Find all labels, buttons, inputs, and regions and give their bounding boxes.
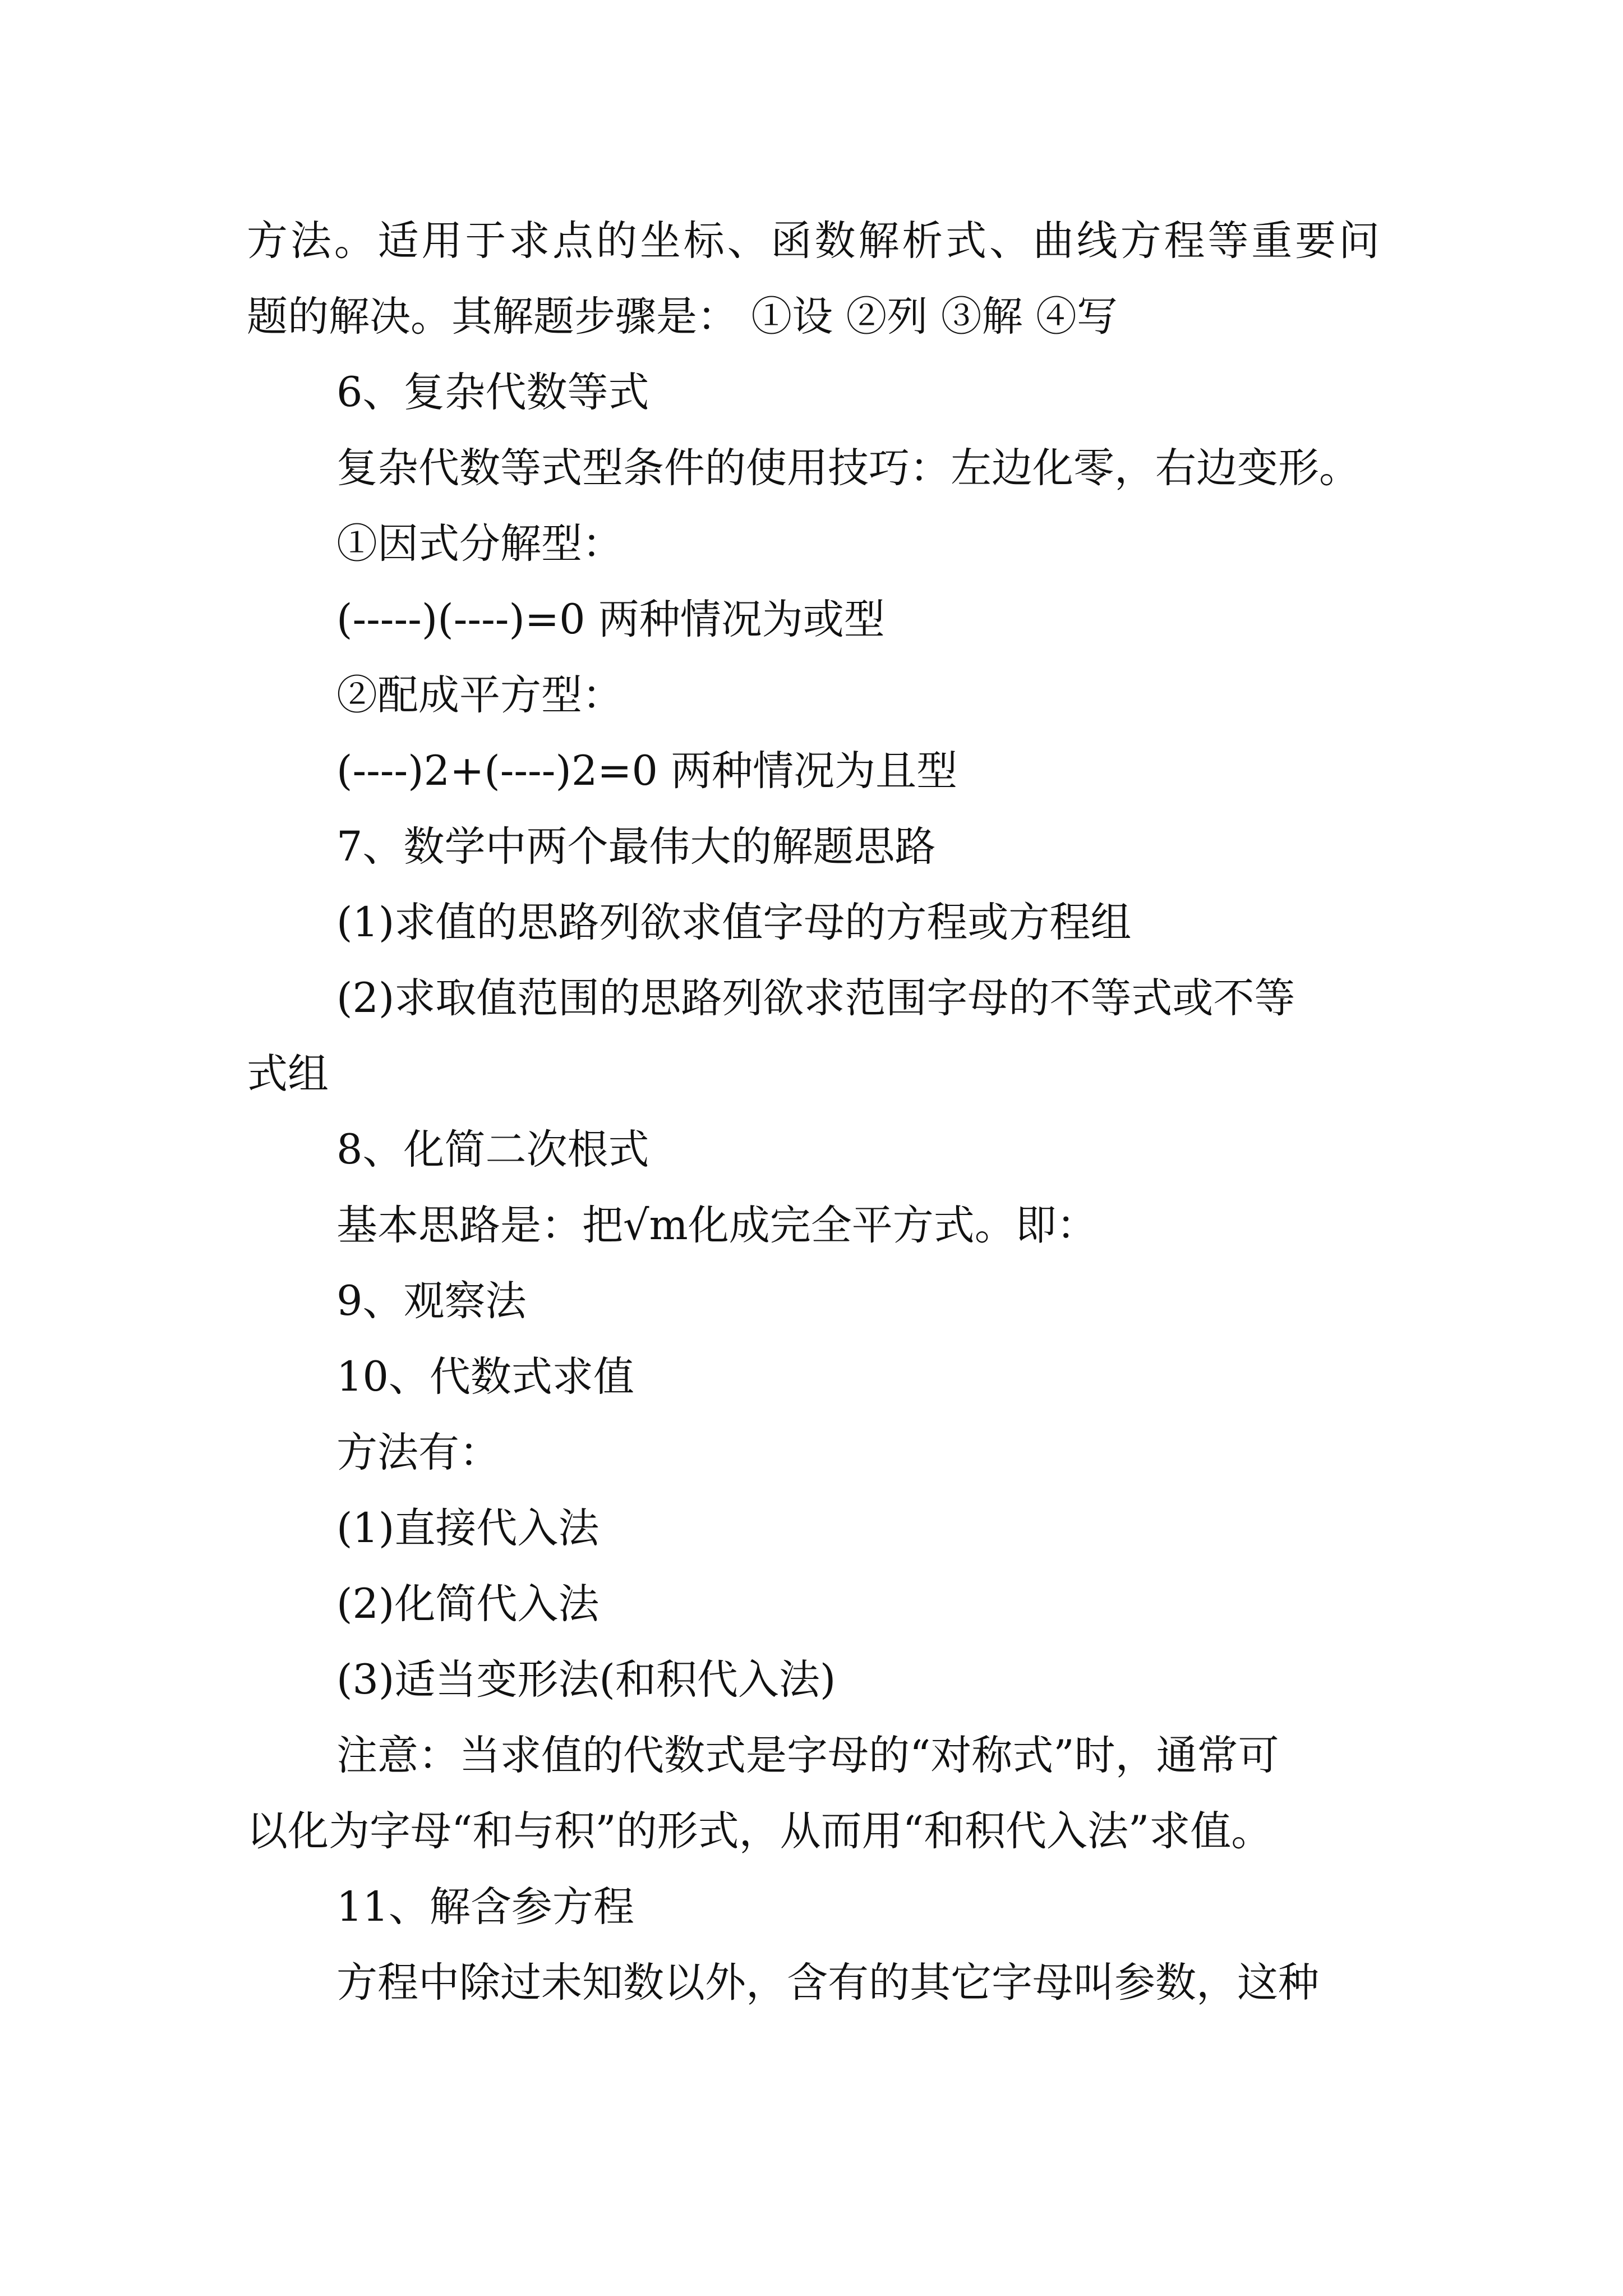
- paragraph-line: 题的解决。其解题步骤是： ①设 ②列 ③解 ④写: [247, 293, 1118, 341]
- paragraph-line: 基本思路是：把√m化成完全平方式。即：: [336, 1202, 1098, 1249]
- paragraph-line: 方法。适用于求点的坐标、函数解析式、曲线方程等重要问: [247, 217, 1380, 265]
- section-heading: 7、数学中两个最伟大的解题思路: [336, 823, 936, 871]
- section-heading: 10、代数式求值: [336, 1353, 634, 1401]
- list-item: ②配成平方型：: [336, 671, 623, 719]
- section-heading: 8、化简二次根式: [336, 1126, 649, 1174]
- formula-line: (-----)(----)=0 两种情况为或型: [336, 596, 885, 643]
- list-item: (1)直接代入法: [336, 1504, 600, 1552]
- paragraph-line: 式组: [247, 1050, 329, 1098]
- paragraph-line: 方法有：: [336, 1429, 500, 1476]
- list-item: (2)化简代入法: [336, 1580, 600, 1628]
- section-heading: 6、复杂代数等式: [336, 369, 649, 416]
- list-item: (1)求值的思路列欲求值字母的方程或方程组: [336, 899, 1132, 946]
- formula-line: (----)2+(----)2=0 两种情况为且型: [336, 747, 958, 795]
- paragraph-line: 注意：当求值的代数式是字母的“对称式”时，通常可: [336, 1732, 1279, 1779]
- paragraph-line: 方程中除过未知数以外，含有的其它字母叫参数，这种: [336, 1959, 1319, 2007]
- list-item: (2)求取值范围的思路列欲求范围字母的不等式或不等: [336, 974, 1295, 1022]
- paragraph-line: 复杂代数等式型条件的使用技巧：左边化零，右边变形。: [336, 444, 1360, 492]
- paragraph-line: 以化为字母“和与积”的形式，从而用“和积代入法”求值。: [247, 1807, 1272, 1855]
- list-item: (3)适当变形法(和积代入法): [336, 1656, 836, 1704]
- section-heading: 11、解含参方程: [336, 1883, 634, 1931]
- list-item: ①因式分解型：: [336, 520, 623, 568]
- section-heading: 9、观察法: [336, 1277, 527, 1325]
